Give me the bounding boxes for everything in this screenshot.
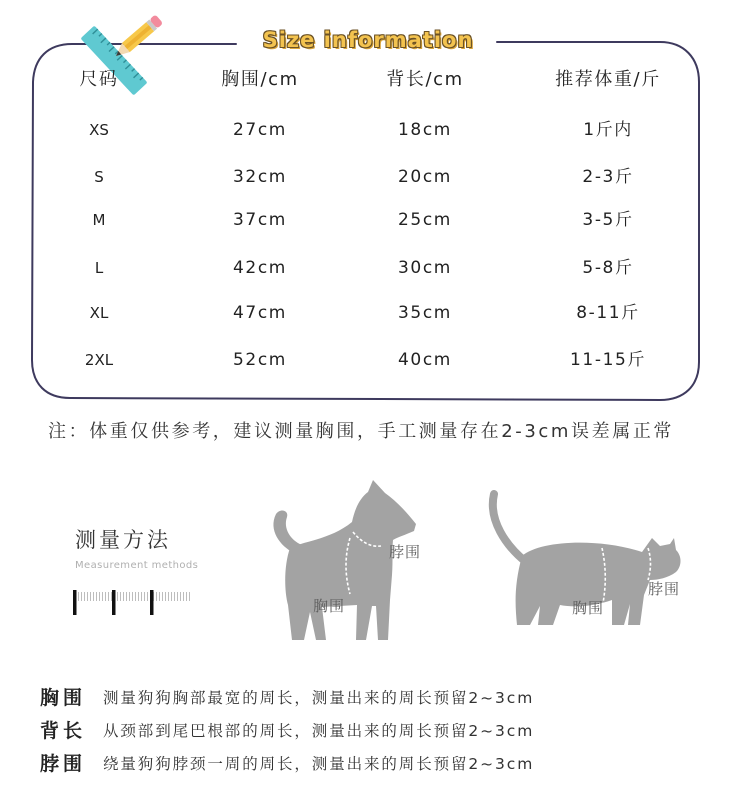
definition-term: 背长 xyxy=(40,720,87,742)
weight-cell: 5-8斤 xyxy=(582,258,634,278)
weight-cell: 2-3斤 xyxy=(582,167,634,187)
pencil-shape xyxy=(112,14,163,60)
dog-silhouette-icon xyxy=(262,476,422,646)
definition-row xyxy=(0,752,733,776)
measurement-method-title: 测量方法 xyxy=(75,528,171,552)
chest-cell: 27cm xyxy=(233,120,287,140)
back-length-cell: 20cm xyxy=(398,167,452,187)
back-length-cell: 40cm xyxy=(398,350,452,370)
definition-row xyxy=(0,686,733,710)
weight-cell: 3-5斤 xyxy=(582,210,634,230)
definition-term: 胸围 xyxy=(40,687,87,709)
back-length-cell: 25cm xyxy=(398,210,452,230)
size-cell: S xyxy=(94,168,104,186)
back-length-cell: 35cm xyxy=(398,303,452,323)
size-cell: L xyxy=(94,259,104,277)
weight-cell: 8-11斤 xyxy=(576,303,640,323)
size-cell: XL xyxy=(89,304,109,322)
definition-text: 绕量狗狗脖颈一周的周长，测量出来的周长预留2~3cm xyxy=(103,755,535,773)
cat-chest-label: 胸围 xyxy=(572,599,605,617)
size-cell: XS xyxy=(89,121,109,139)
dog-chest-label: 胸围 xyxy=(313,597,346,615)
table-header-size: 尺码 xyxy=(79,69,119,90)
table-header-chest: 胸围/cm xyxy=(221,69,299,90)
table-row xyxy=(0,298,733,328)
chest-cell: 47cm xyxy=(233,303,287,323)
size-cell: 2XL xyxy=(84,351,114,369)
table-header-row xyxy=(0,65,733,95)
weight-cell: 11-15斤 xyxy=(570,350,646,370)
definition-term: 脖围 xyxy=(40,753,87,775)
chest-cell: 37cm xyxy=(233,210,287,230)
table-row xyxy=(0,253,733,283)
table-row xyxy=(0,162,733,192)
chest-cell: 52cm xyxy=(233,350,287,370)
measurement-method-subtitle: Measurement methods xyxy=(75,560,199,571)
definition-row xyxy=(0,719,733,743)
back-length-cell: 30cm xyxy=(398,258,452,278)
chest-cell: 42cm xyxy=(233,258,287,278)
table-header-weight: 推荐体重/斤 xyxy=(555,69,661,90)
definition-text: 从颈部到尾巴根部的周长，测量出来的周长预留2~3cm xyxy=(103,722,535,740)
table-row xyxy=(0,115,733,145)
cat-neck-label: 脖围 xyxy=(648,580,681,598)
table-header-back-length: 背长/cm xyxy=(386,69,464,90)
size-info-title: Size information xyxy=(262,28,474,52)
weight-cell: 1斤内 xyxy=(583,120,633,140)
ruler-icon xyxy=(70,586,195,618)
size-cell: M xyxy=(92,211,106,229)
table-row xyxy=(0,205,733,235)
chest-cell: 32cm xyxy=(233,167,287,187)
table-row xyxy=(0,345,733,375)
dog-neck-label: 脖围 xyxy=(389,543,422,561)
back-length-cell: 18cm xyxy=(398,120,452,140)
definition-text: 测量狗狗胸部最宽的周长，测量出来的周长预留2~3cm xyxy=(103,689,535,707)
cat-tail xyxy=(493,494,526,562)
size-note: 注：体重仅供参考，建议测量胸围，手工测量存在2-3cm误差属正常 xyxy=(48,421,675,442)
